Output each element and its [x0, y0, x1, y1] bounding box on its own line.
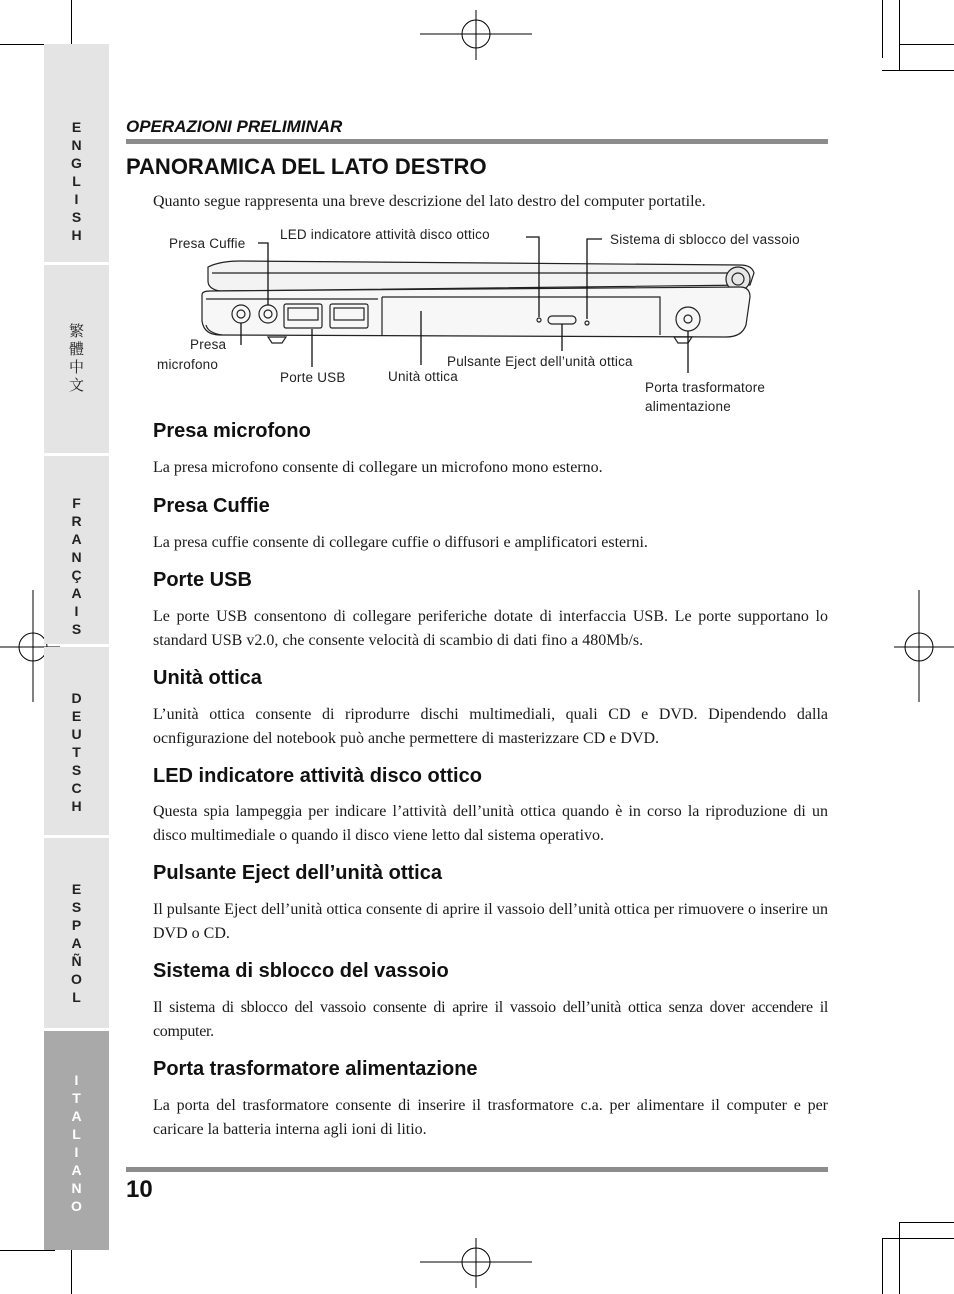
tab-english[interactable]	[44, 44, 109, 262]
tab-label-francais: F R A N Ç A I S	[71, 495, 82, 637]
heading-porte-usb: Porte USB	[153, 569, 252, 591]
footer-rule	[126, 1167, 828, 1172]
label-led: LED indicatore attività disco ottico	[280, 227, 490, 242]
label-pulsante-eject: Pulsante Eject dell’unità ottica	[447, 354, 633, 369]
running-head: OPERAZIONI PRELIMINAR	[126, 117, 343, 136]
tab-francais[interactable]	[44, 456, 109, 644]
heading-sistema-sblocco: Sistema di sblocco del vassoio	[153, 960, 449, 982]
heading-unita-ottica: Unità ottica	[153, 667, 262, 689]
label-porta-trasformatore: Porta trasformatore	[645, 380, 766, 395]
para-unita-ottica: L’unità ottica consente di riprodurre dischi multimediali, quali CD e DVD. Dipendendo dalla ocnfigurazione del notebook può anche permettere di masterizzare CD e DVD.	[153, 706, 828, 747]
label-presa-cuffie: Presa Cuffie	[169, 236, 246, 251]
page-title: PANORAMICA DEL LATO DESTRO	[126, 154, 487, 179]
para-sistema-sblocco: Il sistema di sblocco del vassoio consente di aprire il vassoio dell’unità ottica senza dover accendere il computer.	[153, 999, 828, 1040]
label-porte-usb: Porte USB	[280, 370, 346, 385]
tab-label-deutsch: D E U T S C H	[71, 690, 82, 814]
para-presa-cuffie: La presa cuffie consente di collegare cuffie o diffusori e amplificatori esterni.	[153, 534, 648, 551]
para-porta-trasformatore: La porta del trasformatore consente di inserire il trasformatore c.a. per alimentare il computer e per caricare la batteria interna agli ioni di litio.	[153, 1097, 828, 1138]
tab-chinese[interactable]	[44, 265, 109, 453]
tab-label-espanol: E S P A Ñ O L	[71, 881, 82, 1005]
tab-label-english: E N G L I S H	[71, 119, 82, 243]
tab-deutsch[interactable]	[44, 647, 109, 835]
heading-pulsante-eject: Pulsante Eject dell’unità ottica	[153, 862, 442, 884]
tab-italiano[interactable]	[44, 1031, 109, 1250]
registration-mark-right	[894, 590, 954, 702]
tab-label-italiano: I T A L I A N O	[71, 1072, 82, 1214]
para-pulsante-eject: Il pulsante Eject dell’unità ottica consente di aprire il vassoio dell’unità ottica per rimuovere o inserire un DVD o CD.	[153, 901, 828, 942]
header-rule	[126, 139, 828, 144]
laptop-illustration	[150, 225, 830, 425]
label-presa: Presa	[190, 337, 227, 352]
tab-label-chinese: 繁 體 中 文	[68, 323, 84, 394]
label-unita-ottica: Unità ottica	[388, 369, 458, 384]
para-led-indicatore: Questa spia lampeggia per indicare l’attività dell’unità ottica quando è in corso la riproduzione di un disco multimediale o quando il disco viene letto dal sistema operativo.	[153, 803, 828, 844]
heading-led-indicatore: LED indicatore attività disco ottico	[153, 765, 482, 787]
heading-presa-cuffie: Presa Cuffie	[153, 495, 270, 517]
label-alimentazione: alimentazione	[645, 399, 731, 414]
heading-presa-microfono: Presa microfono	[153, 420, 311, 442]
heading-porta-trasformatore: Porta trasformatore alimentazione	[153, 1058, 478, 1080]
tab-espanol[interactable]	[44, 838, 109, 1028]
para-presa-microfono: La presa microfono consente di collegare un microfono mono esterno.	[153, 459, 603, 476]
label-microfono: microfono	[157, 357, 219, 372]
registration-mark-bottom	[420, 1238, 532, 1288]
page-number: 10	[126, 1176, 153, 1203]
para-porte-usb: Le porte USB consentono di collegare periferiche dotate di interfaccia USB. Le porte supportano lo standard USB v2.0, che consente velocità di scambio di dati fino a 480Mb/s.	[153, 608, 828, 649]
intro-text: Quanto segue rappresenta una breve descrizione del lato destro del computer portatile.	[153, 193, 706, 210]
label-sblocco: Sistema di sblocco del vassoio	[610, 232, 800, 247]
registration-mark-top	[420, 10, 532, 60]
